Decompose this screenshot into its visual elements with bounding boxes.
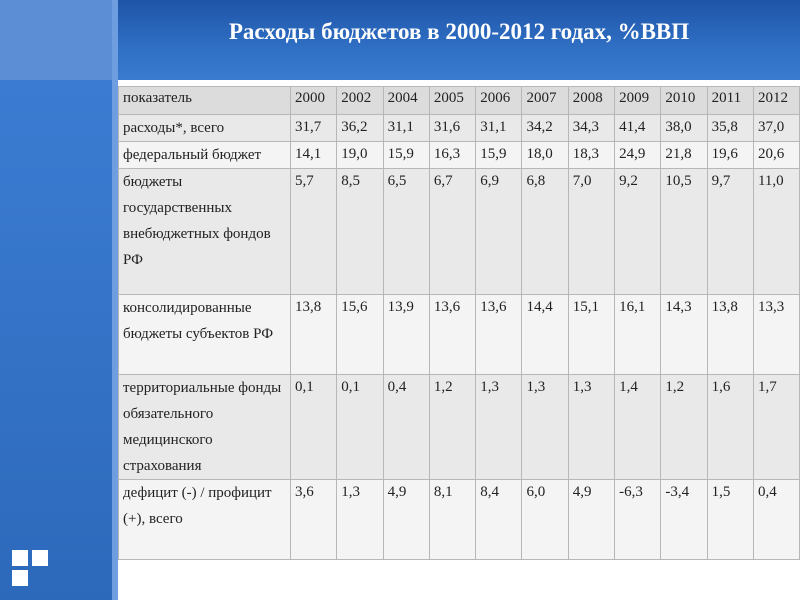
column-header-year: 2000 <box>291 87 337 115</box>
row-label: расходы*, всего <box>119 115 291 142</box>
table-cell: 13,9 <box>383 295 429 375</box>
table-cell: 1,4 <box>615 375 661 480</box>
table-cell: 13,6 <box>476 295 522 375</box>
row-label: федеральный бюджет <box>119 142 291 169</box>
table-cell: 13,3 <box>753 295 799 375</box>
table-cell: 38,0 <box>661 115 707 142</box>
column-header-year: 2004 <box>383 87 429 115</box>
row-label: территориальные фонды обязательного медицинского страхования <box>119 375 291 480</box>
table-cell: 15,9 <box>476 142 522 169</box>
table-cell: 13,8 <box>707 295 753 375</box>
row-label: дефицит (-) / профицит (+), всего <box>119 480 291 560</box>
table-cell: 3,6 <box>291 480 337 560</box>
table-cell: 24,9 <box>615 142 661 169</box>
row-label: бюджеты государственных внебюджетных фондов РФ <box>119 169 291 295</box>
table-cell: 4,9 <box>383 480 429 560</box>
table-header-row <box>119 87 800 115</box>
table-cell: 6,5 <box>383 169 429 295</box>
table-cell: 37,0 <box>753 115 799 142</box>
left-side-panel <box>0 80 112 600</box>
table-cell: 11,0 <box>753 169 799 295</box>
table-cell: 31,1 <box>476 115 522 142</box>
table-cell: 1,3 <box>568 375 614 480</box>
table-cell: 16,3 <box>429 142 475 169</box>
column-header-year: 2012 <box>753 87 799 115</box>
table-cell: 13,8 <box>291 295 337 375</box>
table-cell: 1,2 <box>661 375 707 480</box>
column-header-year: 2008 <box>568 87 614 115</box>
table-row <box>119 375 800 480</box>
table-cell: -3,4 <box>661 480 707 560</box>
table-cell: 10,5 <box>661 169 707 295</box>
column-header-year: 2002 <box>337 87 383 115</box>
table-cell: 1,3 <box>522 375 568 480</box>
table-cell: 13,6 <box>429 295 475 375</box>
table-cell: 19,0 <box>337 142 383 169</box>
table-cell: 31,7 <box>291 115 337 142</box>
table-cell: -6,3 <box>615 480 661 560</box>
table-cell: 14,4 <box>522 295 568 375</box>
column-header-year: 2011 <box>707 87 753 115</box>
column-header-year: 2010 <box>661 87 707 115</box>
column-header-indicator: показатель <box>119 87 291 115</box>
table-cell: 21,8 <box>661 142 707 169</box>
table-cell: 15,9 <box>383 142 429 169</box>
table-cell: 20,6 <box>753 142 799 169</box>
column-header-year: 2009 <box>615 87 661 115</box>
table-row <box>119 295 800 375</box>
table-cell: 19,6 <box>707 142 753 169</box>
table-cell: 1,7 <box>753 375 799 480</box>
table-cell: 6,7 <box>429 169 475 295</box>
table-cell: 1,5 <box>707 480 753 560</box>
table-cell: 16,1 <box>615 295 661 375</box>
table-cell: 8,5 <box>337 169 383 295</box>
table-row <box>119 115 800 142</box>
table-cell: 6,0 <box>522 480 568 560</box>
table-row <box>119 169 800 295</box>
table-cell: 18,0 <box>522 142 568 169</box>
table-area <box>118 80 800 600</box>
table-cell: 31,6 <box>429 115 475 142</box>
table-cell: 1,6 <box>707 375 753 480</box>
table-cell: 8,1 <box>429 480 475 560</box>
decorative-squares-icon <box>12 550 48 586</box>
table-cell: 9,7 <box>707 169 753 295</box>
table-cell: 34,2 <box>522 115 568 142</box>
table-cell: 0,4 <box>753 480 799 560</box>
table-cell: 7,0 <box>568 169 614 295</box>
table-cell: 6,8 <box>522 169 568 295</box>
column-header-year: 2007 <box>522 87 568 115</box>
table-cell: 14,3 <box>661 295 707 375</box>
table-cell: 0,1 <box>291 375 337 480</box>
table-row <box>119 142 800 169</box>
table-cell: 36,2 <box>337 115 383 142</box>
table-cell: 15,1 <box>568 295 614 375</box>
table-cell: 8,4 <box>476 480 522 560</box>
column-header-year: 2006 <box>476 87 522 115</box>
table-cell: 1,3 <box>476 375 522 480</box>
table-cell: 0,4 <box>383 375 429 480</box>
table-cell: 34,3 <box>568 115 614 142</box>
table-row <box>119 480 800 560</box>
table-cell: 14,1 <box>291 142 337 169</box>
table-cell: 18,3 <box>568 142 614 169</box>
header-left-panel <box>0 0 112 80</box>
table-cell: 15,6 <box>337 295 383 375</box>
table-cell: 4,9 <box>568 480 614 560</box>
table-cell: 0,1 <box>337 375 383 480</box>
table-cell: 35,8 <box>707 115 753 142</box>
slide-title: Расходы бюджетов в 2000-2012 годах, %ВВП <box>228 19 690 44</box>
table-cell: 1,2 <box>429 375 475 480</box>
table-cell: 5,7 <box>291 169 337 295</box>
budget-table <box>118 86 800 560</box>
column-header-year: 2005 <box>429 87 475 115</box>
table-cell: 41,4 <box>615 115 661 142</box>
table-cell: 1,3 <box>337 480 383 560</box>
table-cell: 9,2 <box>615 169 661 295</box>
table-cell: 6,9 <box>476 169 522 295</box>
table-cell: 31,1 <box>383 115 429 142</box>
row-label: консолидированные бюджеты субъектов РФ <box>119 295 291 375</box>
